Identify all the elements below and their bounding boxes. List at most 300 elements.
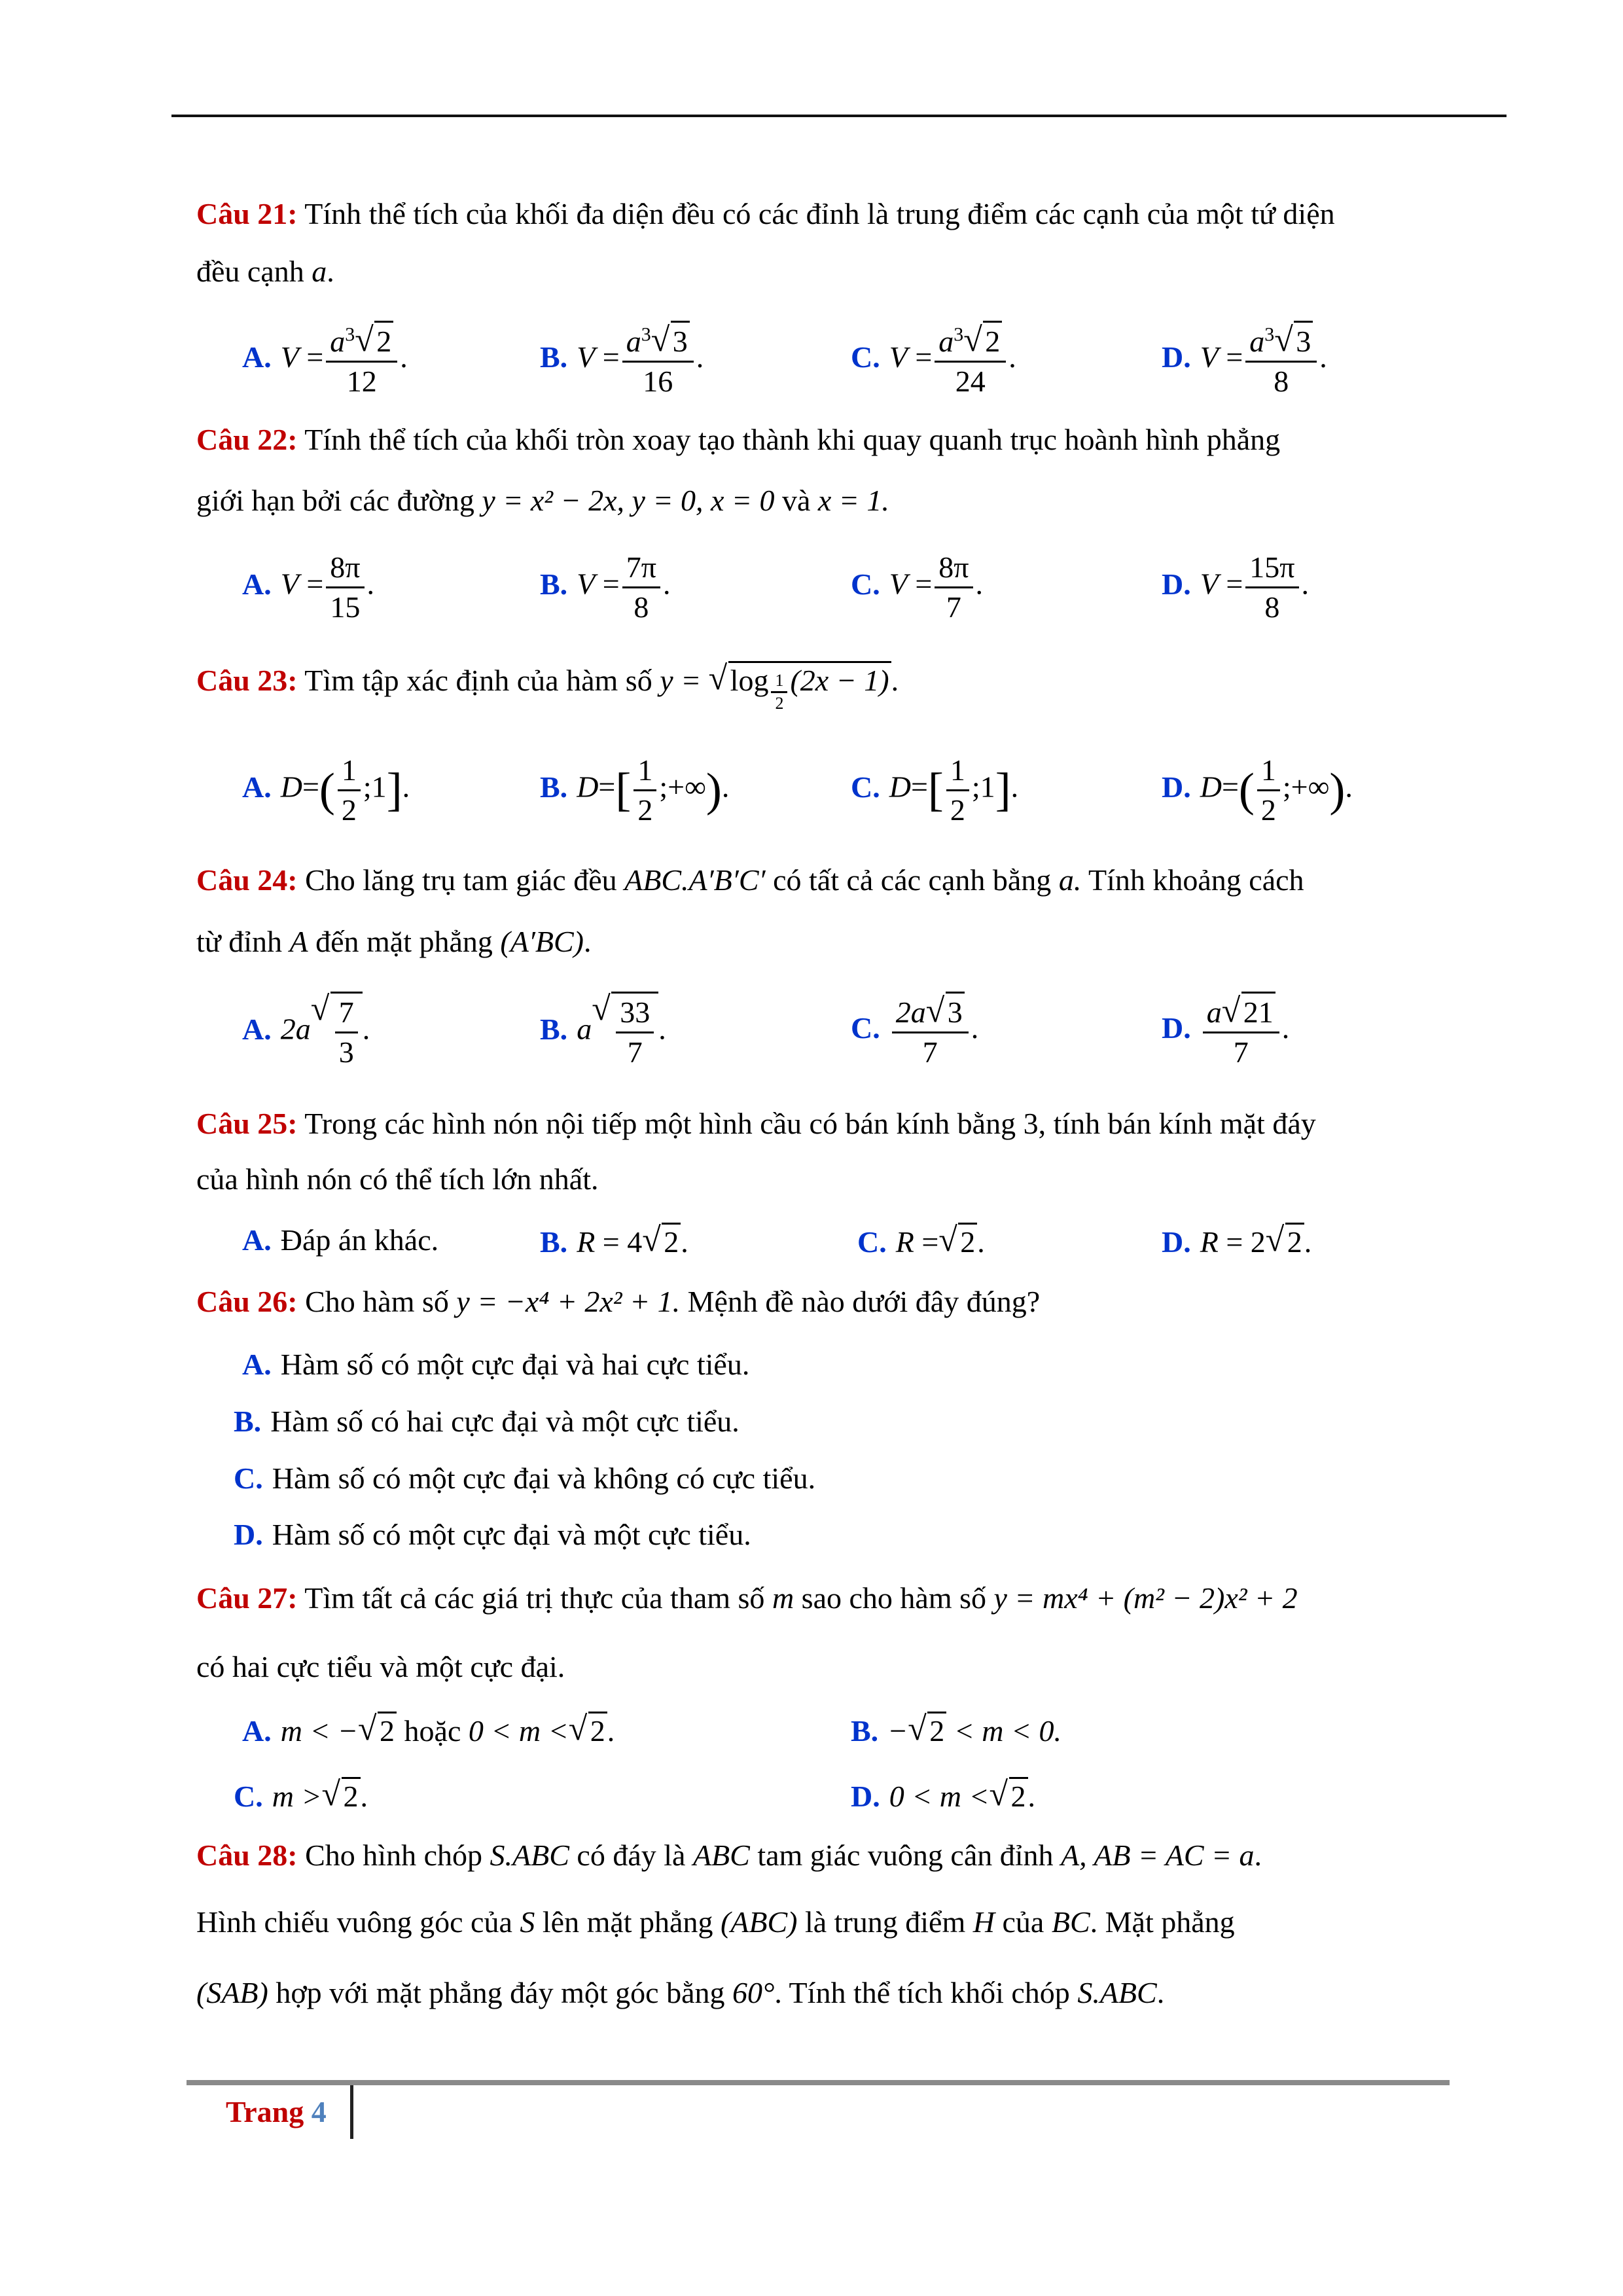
punct: . — [366, 567, 375, 601]
question-text: Tính thể tích của khối tròn xoay tạo thành khi quay quanh trục hoành hình phẳng — [304, 423, 1281, 456]
interval-rest: ;+∞ — [1282, 770, 1330, 804]
log-base-num: 1 — [771, 670, 787, 694]
math-expression: m < − — [280, 1714, 359, 1748]
punct: . — [696, 340, 704, 374]
math-var: A — [289, 925, 308, 958]
question-text: Cho hàm số — [305, 1285, 449, 1318]
math-expression: 60° — [732, 1976, 775, 2009]
numerator-text: 7 — [338, 996, 354, 1029]
punct: . — [1008, 340, 1016, 374]
punct: . — [721, 770, 730, 804]
bracket-open: [ — [927, 763, 944, 816]
fraction — [633, 751, 656, 829]
question-text: là trung điểm — [804, 1905, 966, 1939]
fraction-numerator — [1257, 751, 1280, 791]
numerator-text: 1 — [1260, 753, 1276, 787]
option-a[interactable] — [242, 751, 410, 829]
question-text: Mệnh đề nào dưới đây đúng? — [687, 1285, 1041, 1318]
fraction-denominator: 12 — [346, 364, 377, 398]
sqrt-expression: √ 2 — [1009, 1777, 1028, 1814]
option-b[interactable] — [540, 992, 666, 1071]
exponent: 3 — [1264, 323, 1275, 346]
bracket-close: ] — [386, 763, 402, 816]
footer-rule — [187, 2080, 1450, 2085]
math-expression: S.ABC — [1077, 1976, 1157, 2009]
math-var: D — [1200, 770, 1222, 804]
punct: . — [1027, 1780, 1036, 1813]
question-text: Tìm tất cả các giá trị thực của tham số — [304, 1581, 765, 1615]
math-var: R — [895, 1225, 914, 1259]
punct: . — [362, 1012, 370, 1046]
option-text: Hàm số có hai cực đại và một cực tiểu. — [270, 1405, 740, 1438]
numerator-text: 7π — [626, 550, 656, 584]
question-label: Câu 23: — [196, 664, 298, 697]
math-var: H — [972, 1905, 995, 1939]
punct: . — [681, 1225, 688, 1259]
math-var: S — [520, 1905, 535, 1939]
question-text: sao cho hàm số — [801, 1581, 987, 1615]
math-var: a. — [1058, 863, 1082, 897]
option-text: Hàm số có một cực đại và hai cực tiểu. — [280, 1348, 750, 1381]
option-letter: D. — [1162, 567, 1191, 601]
interval-rest: ;1 — [971, 770, 995, 804]
fraction-denominator: 8 — [1274, 364, 1289, 398]
exponent: 3 — [954, 323, 964, 346]
option-d[interactable] — [851, 1777, 1035, 1814]
sqrt-expression: √ 2 — [374, 321, 393, 361]
equals-sign: = — [1221, 770, 1239, 804]
coefficient: a — [577, 1012, 592, 1046]
bracket-close: ) — [705, 763, 722, 816]
option-letter: A. — [242, 1223, 272, 1257]
option-letter: B. — [540, 1012, 568, 1046]
question-26 — [196, 1284, 1040, 1319]
option-letter: D. — [851, 1780, 880, 1813]
math-expression: − — [887, 1714, 908, 1748]
math-expression: 0 < m < — [889, 1780, 990, 1813]
math-expression: x = 1. — [817, 484, 889, 517]
option-text: Đáp án khác. — [280, 1223, 439, 1257]
footer-divider — [350, 2085, 353, 2139]
question-text: có tất cả các cạnh bằng — [773, 863, 1052, 897]
fraction-denominator: 2 — [637, 793, 653, 827]
math-var: a — [626, 325, 641, 358]
option-b[interactable] — [540, 1223, 688, 1259]
fraction — [616, 994, 654, 1071]
fraction-numerator — [935, 321, 1006, 363]
option-c[interactable] — [851, 321, 1016, 400]
punct: . — [360, 1780, 368, 1813]
coefficient: 2a — [895, 996, 926, 1029]
equals-sign: = 4 — [602, 1225, 643, 1259]
question-text: và — [781, 484, 811, 517]
fraction-denominator: 7 — [922, 1035, 938, 1069]
equals-sign: = — [306, 567, 324, 601]
math-var: V — [280, 340, 299, 374]
option-b[interactable] — [540, 548, 670, 626]
fraction-numerator — [622, 321, 694, 363]
coefficient: 2a — [280, 1012, 311, 1046]
question-label: Câu 22: — [196, 423, 298, 456]
option-letter: D. — [1162, 1011, 1191, 1045]
question-24-line2 — [196, 924, 592, 959]
option-d[interactable] — [1162, 751, 1353, 829]
punct: . — [327, 255, 334, 288]
option-letter: B. — [540, 770, 568, 804]
math-var: D — [577, 770, 599, 804]
question-24 — [196, 863, 1304, 897]
log-base-den: 2 — [775, 694, 784, 713]
math-var: V — [577, 567, 596, 601]
option-letter: A. — [242, 770, 272, 804]
question-21-line2 — [196, 254, 334, 289]
option-letter: C. — [857, 1225, 887, 1259]
question-text: tam giác vuông cân đỉnh — [757, 1839, 1054, 1872]
math-expression: m > — [272, 1780, 322, 1813]
question-text: hợp với mặt phẳng đáy một góc bằng — [276, 1976, 725, 2009]
fraction-denominator: 15 — [330, 590, 361, 624]
question-text: có hai cực tiểu và một cực đại. — [196, 1650, 565, 1683]
question-28-line2 — [196, 1905, 1235, 1939]
fraction — [622, 548, 660, 626]
math-expression: BC — [1051, 1905, 1090, 1939]
equals-sign: = — [915, 340, 933, 374]
option-d[interactable] — [1162, 548, 1309, 626]
question-label: Câu 26: — [196, 1285, 298, 1318]
math-expression: (A′BC) — [500, 925, 584, 958]
numerator-text: 15π — [1249, 550, 1295, 584]
sqrt-expression: √ 2 — [588, 1712, 607, 1748]
math-expression: (SAB) — [196, 1976, 268, 2009]
option-text: Hàm số có một cực đại và một cực tiểu. — [272, 1518, 751, 1551]
sqrt-expression: √ 2 — [958, 1223, 977, 1259]
equals-sign: = 2 — [1226, 1225, 1266, 1259]
fraction-denominator: 3 — [338, 1035, 354, 1069]
math-var: a — [1249, 325, 1265, 358]
option-letter: A. — [242, 1714, 272, 1748]
option-c[interactable] — [234, 1461, 815, 1496]
punct: . — [1304, 1225, 1312, 1259]
math-expression: (ABC) — [720, 1905, 798, 1939]
fraction — [1203, 992, 1279, 1071]
fraction — [326, 548, 364, 626]
numerator-text: 8π — [938, 550, 969, 584]
option-letter: C. — [234, 1780, 263, 1813]
option-letter: A. — [242, 1348, 272, 1381]
question-text: đến mặt phẳng — [315, 925, 493, 958]
fraction-numerator — [1245, 321, 1317, 363]
option-b[interactable] — [540, 751, 729, 829]
punct: . — [971, 1011, 979, 1045]
math-expression: S.ABC — [490, 1839, 569, 1872]
math-var: V — [1200, 567, 1219, 601]
fraction — [935, 321, 1006, 400]
equals-sign: = — [910, 770, 928, 804]
page-number — [226, 2094, 327, 2129]
option-c[interactable] — [234, 1777, 368, 1814]
math-var: D — [280, 770, 302, 804]
math-var: a — [330, 325, 346, 358]
option-b[interactable] — [851, 1712, 1061, 1748]
punct: . — [977, 1225, 985, 1259]
math-var: V — [889, 340, 908, 374]
sqrt-expression: √ 2 — [927, 1712, 946, 1748]
question-27-line2 — [196, 1649, 565, 1684]
header-rule — [171, 115, 1507, 117]
option-letter: D. — [234, 1518, 263, 1551]
fraction-denominator: 2 — [950, 793, 965, 827]
question-28-line3 — [196, 1975, 1164, 2010]
bracket-open: ( — [319, 763, 335, 816]
math-var: V — [280, 567, 299, 601]
punct: . — [607, 1714, 615, 1748]
question-text: Cho lăng trụ tam giác đều — [305, 863, 617, 897]
question-25 — [196, 1106, 1316, 1141]
log-argument: (2x − 1) — [790, 664, 889, 697]
question-text: có đáy là — [577, 1839, 686, 1872]
fraction-denominator: 16 — [643, 364, 673, 398]
punct: . — [658, 1012, 666, 1046]
numerator-text: 33 — [620, 996, 651, 1029]
option-d[interactable] — [1162, 321, 1327, 400]
option-letter: B. — [234, 1405, 262, 1438]
sqrt-expression — [611, 992, 658, 1071]
question-28: Câu 28: Cho hình chóp S.ABC có đáy là ABC tam giác vuông cân đỉnh A, AB = AC = a. — [196, 1839, 1262, 1872]
fraction — [935, 548, 972, 626]
option-letter: C. — [851, 770, 880, 804]
question-text: . Mặt phẳng — [1090, 1905, 1235, 1939]
option-d[interactable] — [1162, 1223, 1311, 1259]
option-a[interactable] — [242, 548, 374, 626]
sqrt-expression: √ 2 — [662, 1223, 681, 1259]
option-letter: B. — [540, 340, 568, 374]
math-var: R — [1200, 1225, 1219, 1259]
numerator-text: 1 — [341, 753, 357, 787]
option-letter: C. — [851, 567, 880, 601]
option-letter: D. — [1162, 770, 1191, 804]
bracket-close: ] — [995, 763, 1011, 816]
equals-sign: = — [602, 340, 620, 374]
fraction — [335, 994, 358, 1071]
sqrt-expression — [728, 661, 891, 715]
math-expression: y = −x⁴ + 2x² + 1. — [456, 1285, 681, 1318]
fraction-numerator — [1245, 548, 1298, 588]
fraction — [622, 321, 694, 400]
option-letter: C. — [851, 340, 880, 374]
fraction-numerator — [892, 992, 969, 1033]
fraction-numerator — [335, 994, 358, 1033]
option-c[interactable] — [851, 751, 1018, 829]
fraction — [1245, 548, 1298, 626]
option-text: hoặc — [404, 1714, 461, 1748]
math-expression: ABC.A′B′C′ — [624, 863, 766, 897]
option-d[interactable] — [1162, 992, 1289, 1071]
fraction-denominator: 24 — [955, 364, 986, 398]
math-var: R — [577, 1225, 596, 1259]
option-letter: B. — [540, 1225, 568, 1259]
punct: . — [584, 925, 592, 958]
punct: . — [402, 770, 410, 804]
fraction-numerator — [935, 548, 972, 588]
fraction — [1245, 321, 1317, 400]
punct: . — [662, 567, 671, 601]
punct: . — [1010, 770, 1019, 804]
fraction — [338, 751, 361, 829]
punct: . — [400, 340, 408, 374]
question-text: từ đỉnh — [196, 925, 282, 958]
math-var: m — [772, 1581, 794, 1615]
exponent: 3 — [345, 323, 355, 346]
equals-sign: = — [306, 340, 324, 374]
question-label: Câu 27: — [196, 1581, 298, 1615]
question-22 — [196, 422, 1280, 457]
sqrt-expression: √ 2 — [342, 1777, 361, 1814]
fraction-numerator — [622, 548, 660, 588]
question-27 — [196, 1581, 1298, 1615]
math-var: V — [889, 567, 908, 601]
option-c[interactable] — [851, 992, 978, 1071]
question-label: Câu 24: — [196, 863, 298, 897]
page-label: Trang — [226, 2095, 304, 2128]
fraction-denominator: 7 — [1233, 1035, 1249, 1069]
question-text: của — [1002, 1905, 1044, 1939]
fraction-denominator: 7 — [627, 1035, 643, 1069]
math-expression: A, AB = AC = a — [1061, 1839, 1255, 1872]
fraction — [326, 321, 397, 400]
fraction-numerator — [338, 751, 361, 791]
punct: . — [1345, 770, 1353, 804]
sqrt-expression: √ 3 — [946, 992, 965, 1031]
option-a[interactable] — [242, 1712, 615, 1748]
math-var: V — [577, 340, 596, 374]
equals-sign: = — [921, 1225, 939, 1259]
option-letter: D. — [1162, 1225, 1191, 1259]
bracket-open: [ — [615, 763, 632, 816]
question-21 — [196, 196, 1335, 231]
numerator-text: 1 — [637, 753, 653, 787]
equals-sign: = — [915, 567, 933, 601]
question-text: lên mặt phẳng — [542, 1905, 713, 1939]
math-expression: 0 < m < — [468, 1714, 569, 1748]
option-b[interactable] — [540, 321, 704, 400]
equals-sign: = — [302, 770, 319, 804]
question-text: giới hạn bởi các đường — [196, 484, 474, 517]
coefficient: a — [1206, 996, 1222, 1029]
math-var: D — [889, 770, 911, 804]
question-text: Tìm tập xác định của hàm số — [304, 664, 652, 697]
option-letter: D. — [1162, 340, 1191, 374]
option-c[interactable] — [851, 548, 983, 626]
question-text: Tính thể tích của khối đa diện đều có các đỉnh là trung điểm các cạnh của một tứ diện — [304, 197, 1335, 230]
sqrt-expression: √ 2 — [1285, 1223, 1304, 1259]
option-a[interactable] — [242, 1347, 749, 1382]
option-letter: A. — [242, 1012, 272, 1046]
fraction-denominator: 2 — [1260, 793, 1276, 827]
punct: . — [891, 664, 899, 697]
question-label: Câu 21: — [196, 197, 298, 230]
option-letter: A. — [242, 340, 272, 374]
option-text: Hàm số có một cực đại và không có cực tiểu. — [272, 1462, 816, 1495]
math-var: a — [312, 255, 327, 288]
question-text: Tính khoảng cách — [1088, 863, 1304, 897]
fraction-denominator: 7 — [946, 590, 961, 624]
option-letter: B. — [851, 1714, 879, 1748]
exponent: 3 — [641, 323, 651, 346]
question-text: của hình nón có thể tích lớn nhất. — [196, 1162, 599, 1196]
sqrt-expression: √ 2 — [378, 1712, 397, 1748]
bracket-open: ( — [1238, 763, 1255, 816]
option-a[interactable] — [242, 321, 408, 400]
interval-rest: ;1 — [363, 770, 387, 804]
sqrt-expression: √ 3 — [1294, 321, 1313, 361]
math-expression: y = mx⁴ + (m² − 2)x² + 2 — [993, 1581, 1298, 1615]
fraction-numerator — [616, 994, 654, 1033]
math-expression: < m < 0. — [954, 1714, 1062, 1748]
option-a[interactable] — [242, 1223, 438, 1257]
punct: . — [1319, 340, 1327, 374]
question-22-line2 — [196, 483, 889, 518]
question-text: . Tính thể tích khối chóp — [774, 1976, 1070, 2009]
punct: . — [1281, 1011, 1290, 1045]
fraction-denominator: 2 — [341, 793, 357, 827]
math-expression: y = x² − 2x, y = 0, x = 0 — [482, 484, 775, 517]
fraction-denominator: 8 — [1264, 590, 1280, 624]
equals-sign: = — [598, 770, 616, 804]
fraction-denominator: 8 — [633, 590, 649, 624]
question-text: Hình chiếu vuông góc của — [196, 1905, 512, 1939]
math-expression: ABC — [692, 1839, 750, 1872]
question-25-line2 — [196, 1162, 599, 1196]
punct: . — [975, 567, 984, 601]
sqrt-expression: √ 2 — [983, 321, 1002, 361]
math-expression: y = — [660, 664, 702, 697]
numerator-text: 1 — [950, 753, 965, 787]
option-a[interactable] — [242, 992, 370, 1071]
question-text: Cho hình chóp — [305, 1839, 483, 1872]
fraction-numerator — [326, 321, 397, 363]
option-d[interactable] — [234, 1517, 751, 1552]
numerator-text: 8π — [330, 550, 361, 584]
math-var: V — [1200, 340, 1219, 374]
fraction-numerator — [326, 548, 364, 588]
fraction — [892, 992, 969, 1071]
question-text: đều cạnh — [196, 255, 304, 288]
option-c[interactable] — [857, 1223, 985, 1259]
math-var: a — [938, 325, 954, 358]
log-symbol: log — [730, 664, 769, 697]
question-23 — [196, 661, 899, 715]
fraction-numerator — [946, 751, 969, 791]
question-text: Trong các hình nón nội tiếp một hình cầu có bán kính bằng 3, tính bán kính mặt đáy — [304, 1107, 1316, 1140]
question-label: Câu 25: — [196, 1107, 298, 1140]
sqrt-expression: √ 21 — [1241, 992, 1275, 1031]
bracket-close: ) — [1329, 763, 1346, 816]
equals-sign: = — [602, 567, 620, 601]
fraction — [946, 751, 969, 829]
punct: . — [1301, 567, 1310, 601]
page-num: 4 — [311, 2095, 327, 2128]
question-label: Câu 28: — [196, 1839, 298, 1872]
punct: . — [1156, 1976, 1165, 2009]
interval-rest: ;+∞ — [659, 770, 706, 804]
equals-sign: = — [1226, 340, 1243, 374]
option-letter: C. — [851, 1011, 880, 1045]
option-b[interactable] — [234, 1404, 740, 1439]
fraction-numerator — [1203, 992, 1279, 1033]
equals-sign: = — [1226, 567, 1243, 601]
option-letter: A. — [242, 567, 272, 601]
option-letter: B. — [540, 567, 568, 601]
